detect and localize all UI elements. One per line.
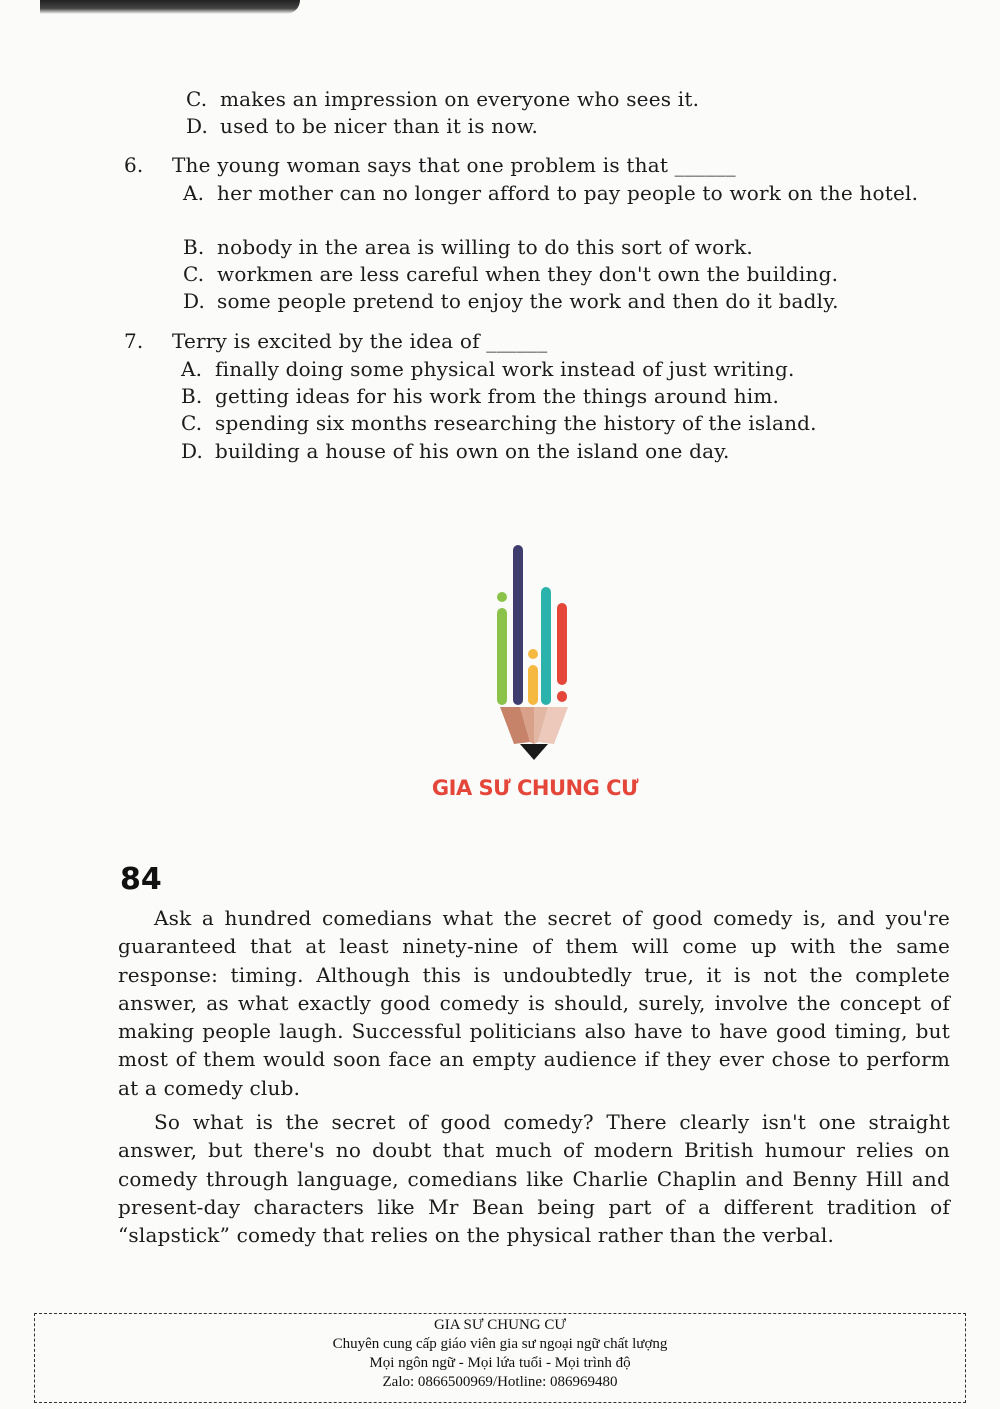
option-text: some people pretend to enjoy the work and then do it badly.	[217, 289, 839, 313]
footer-tagline: Chuyên cung cấp giáo viên gia sư ngoại ngữ chất lượng	[332, 1336, 668, 1352]
question-7-option-a	[181, 356, 795, 383]
question-text: The young woman says that one problem is that ______	[172, 153, 736, 177]
footer-contact: Zalo: 0866500969/Hotline: 086969480	[382, 1374, 618, 1390]
option-letter: D.	[183, 289, 206, 313]
question-6-option-d	[183, 288, 839, 315]
paragraph-text: Ask a hundred comedians what the secret of good comedy is, and you're guaranteed that at least ninety-nine of them will come up with the same response: timing. Although this is undoubtedly true, it is not the complete answer, as what exactly good comedy is should, surely, involve the concept of making people laugh. Successful politicians also have to have good timing, but most of them would soon face an empty audience if they ever chose to perform at a comedy club.	[118, 906, 950, 1100]
option-text: workmen are less careful when they don't own the building.	[217, 262, 839, 286]
option-text: nobody in the area is willing to do this sort of work.	[217, 235, 753, 259]
question-number: 7.	[124, 329, 144, 353]
footer-audience: Mọi ngôn ngữ - Mọi lứa tuổi - Mọi trình độ	[369, 1355, 631, 1371]
logo-brand-text: GIA SƯ CHUNG CƯ	[431, 776, 639, 800]
question-text: Terry is excited by the idea of ______	[172, 329, 548, 353]
option-text: used to be nicer than it is now.	[220, 114, 539, 138]
option-text: her mother can no longer afford to pay people to work on the hotel.	[217, 181, 919, 205]
option-text: finally doing some physical work instead of just writing.	[215, 357, 795, 381]
passage-paragraph-2	[118, 1108, 950, 1249]
option-letter: B.	[183, 235, 205, 259]
question-6-option-b	[183, 234, 753, 261]
question-7-stem	[124, 328, 547, 355]
question-5-option-c	[186, 86, 699, 113]
option-text: getting ideas for his work from the things around him.	[215, 384, 780, 408]
option-letter: C.	[183, 262, 205, 286]
question-number: 6.	[124, 153, 144, 177]
option-text: building a house of his own on the island one day.	[215, 439, 730, 463]
question-7-option-b	[181, 383, 779, 410]
scan-edge-shadow	[40, 0, 300, 14]
option-letter: C.	[186, 87, 208, 111]
question-6-option-a	[183, 180, 923, 207]
question-6-stem	[124, 152, 736, 179]
option-letter: B.	[181, 384, 203, 408]
footer-contact-box	[34, 1313, 966, 1403]
question-6-option-c	[183, 261, 838, 288]
paragraph-text: So what is the secret of good comedy? There clearly isn't one straight answer, but there's no doubt that much of modern British humour relies on comedy through language, comedians like Charlie Chaplin and Benny Hill and present-day characters like Mr Bean being part of a different tradition of “slapstick” comedy that relies on the physical rather than the verbal.	[118, 1110, 950, 1248]
option-letter: C.	[181, 411, 203, 435]
option-letter: A.	[181, 357, 203, 381]
option-text: spending six months researching the history of the island.	[215, 411, 817, 435]
option-text: makes an impression on everyone who sees it.	[220, 87, 700, 111]
question-5-option-d	[186, 113, 538, 140]
passage-paragraph-1	[118, 904, 950, 1102]
passage-number: 84	[120, 862, 162, 897]
question-7-option-c	[181, 410, 817, 437]
option-letter: D.	[181, 439, 204, 463]
pencil-bars-logo-icon	[430, 540, 640, 810]
footer-title: GIA SƯ CHUNG CƯ	[433, 1317, 567, 1333]
option-letter: A.	[183, 181, 205, 205]
option-letter: D.	[186, 114, 209, 138]
question-7-option-d	[181, 438, 730, 465]
